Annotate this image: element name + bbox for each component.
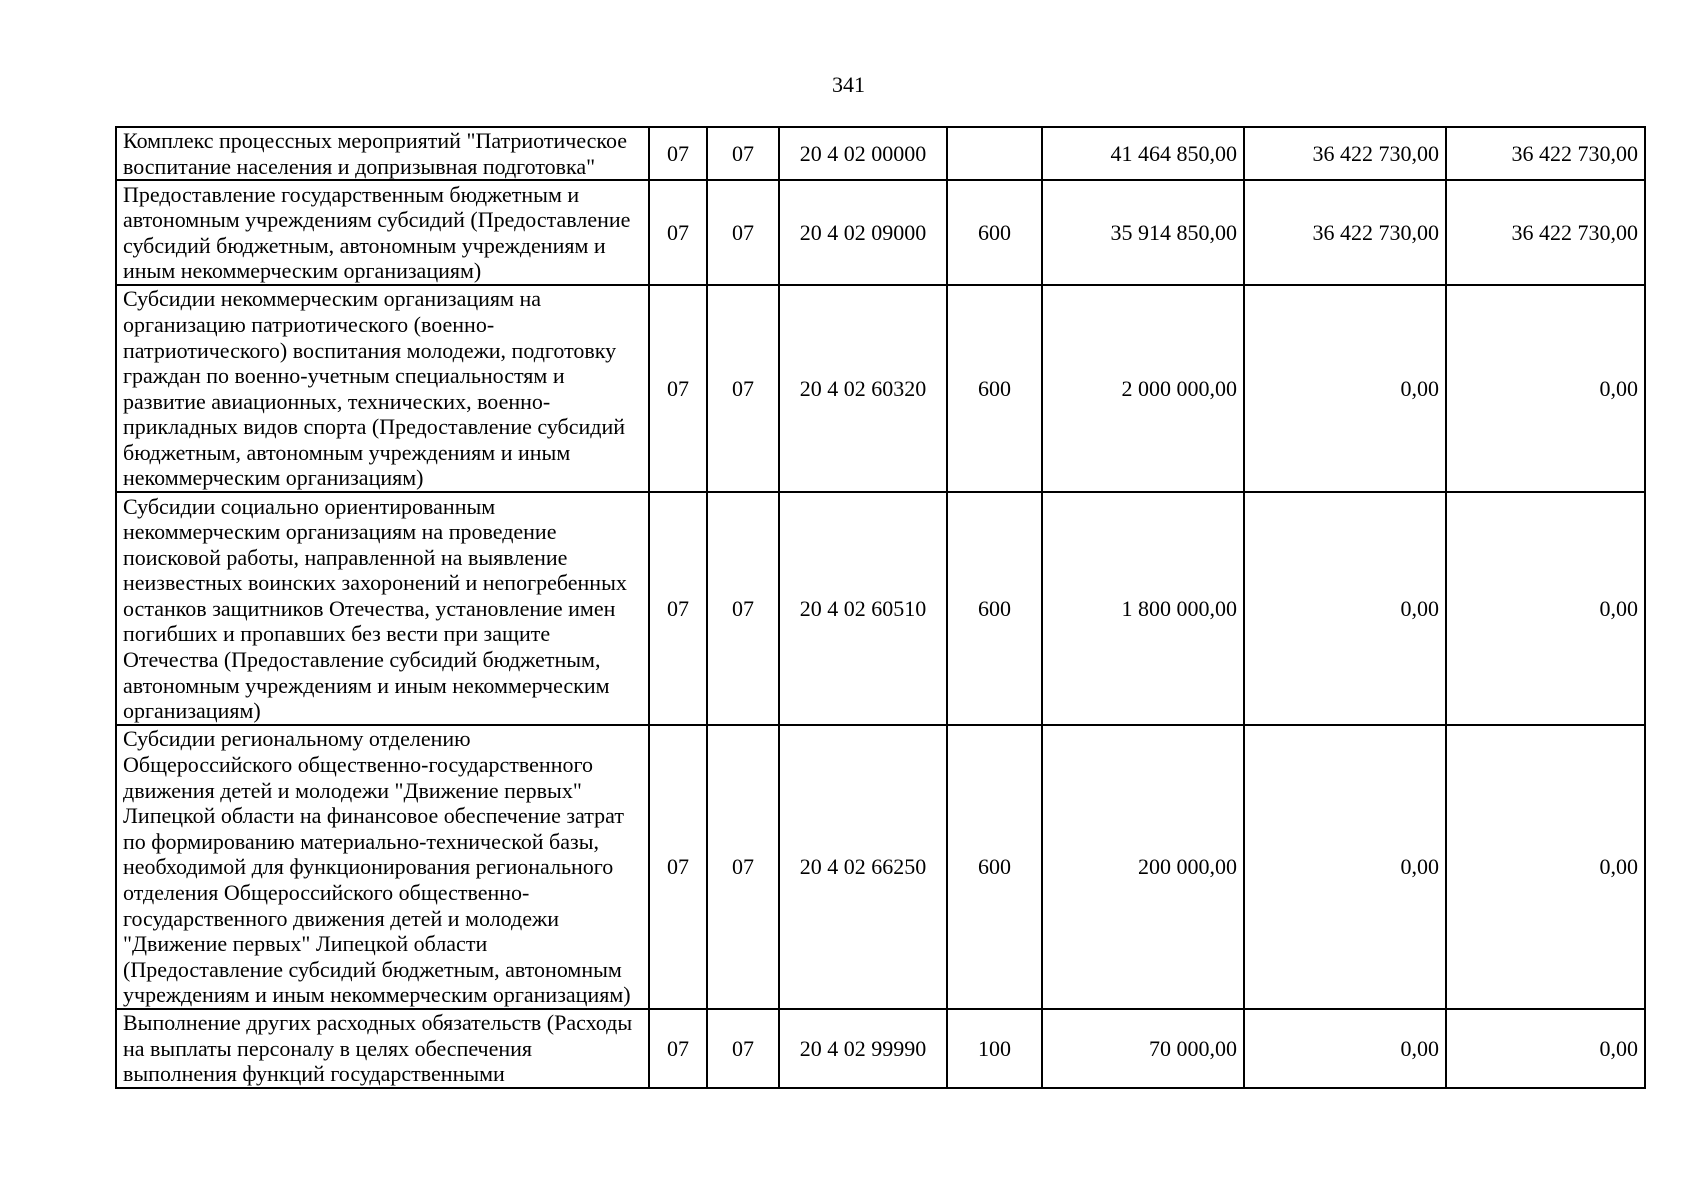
expense-type: 600: [947, 180, 1042, 285]
amount-year1: 70 000,00: [1042, 1009, 1244, 1088]
expense-type: 600: [947, 285, 1042, 492]
amount-year3: 36 422 730,00: [1446, 127, 1645, 180]
subsection-code: 07: [707, 492, 779, 725]
subsection-code: 07: [707, 285, 779, 492]
row-name: Субсидии социально ориентированным некоммерческим организациям на проведение поисковой работы, направленной на выявление неизвестных воинских захоронений и непогребенных останков защитников Отечества, установление имен погибших и пропавших без вести при защите Отечества (Предоставление субсидий бюджетным, автономным учреждениям и иным некоммерческим организациям): [116, 492, 649, 725]
table-row: [116, 180, 1645, 285]
amount-year2: 0,00: [1244, 492, 1446, 725]
subsection-code: 07: [707, 127, 779, 180]
table-row: [116, 285, 1645, 492]
amount-year3: 0,00: [1446, 725, 1645, 1009]
amount-year2: 0,00: [1244, 1009, 1446, 1088]
expense-type: 100: [947, 1009, 1042, 1088]
target-article: 20 4 02 60320: [779, 285, 947, 492]
table-row: [116, 1009, 1645, 1088]
amount-year3: 0,00: [1446, 492, 1645, 725]
row-name: Субсидии некоммерческим организациям на организацию патриотического (военно-патриотического) воспитания молодежи, подготовку граждан по военно-учетным специальностям и развитие авиационных, технических, военно-прикладных видов спорта (Предоставление субсидий бюджетным, автономным учреждениям и иным некоммерческим организациям): [116, 285, 649, 492]
amount-year1: 200 000,00: [1042, 725, 1244, 1009]
amount-year2: 36 422 730,00: [1244, 180, 1446, 285]
section-code: 07: [649, 127, 707, 180]
expense-type: [947, 127, 1042, 180]
amount-year1: 2 000 000,00: [1042, 285, 1244, 492]
budget-table: [115, 126, 1646, 1089]
target-article: 20 4 02 09000: [779, 180, 947, 285]
target-article: 20 4 02 66250: [779, 725, 947, 1009]
amount-year3: 0,00: [1446, 285, 1645, 492]
amount-year1: 41 464 850,00: [1042, 127, 1244, 180]
section-code: 07: [649, 285, 707, 492]
page-number: 341: [832, 72, 865, 97]
row-name: Предоставление государственным бюджетным и автономным учреждениям субсидий (Предоставление субсидий бюджетным, автономным учреждениям и иным некоммерческим организациям): [116, 180, 649, 285]
subsection-code: 07: [707, 725, 779, 1009]
amount-year2: 0,00: [1244, 285, 1446, 492]
amount-year2: 36 422 730,00: [1244, 127, 1446, 180]
table-row: [116, 492, 1645, 725]
target-article: 20 4 02 00000: [779, 127, 947, 180]
expense-type: 600: [947, 725, 1042, 1009]
row-name: Комплекс процессных мероприятий "Патриотическое воспитание населения и допризывная подготовка": [116, 127, 649, 180]
section-code: 07: [649, 1009, 707, 1088]
amount-year3: 36 422 730,00: [1446, 180, 1645, 285]
target-article: 20 4 02 99990: [779, 1009, 947, 1088]
section-code: 07: [649, 180, 707, 285]
amount-year1: 35 914 850,00: [1042, 180, 1244, 285]
amount-year2: 0,00: [1244, 725, 1446, 1009]
amount-year1: 1 800 000,00: [1042, 492, 1244, 725]
section-code: 07: [649, 492, 707, 725]
amount-year3: 0,00: [1446, 1009, 1645, 1088]
row-name: Субсидии региональному отделению Общероссийского общественно-государственного движения детей и молодежи "Движение первых" Липецкой области на финансовое обеспечение затрат по формированию материально-технической базы, необходимой для функционирования регионального отделения Общероссийского общественно-государственного движения детей и молодежи "Движение первых" Липецкой области (Предоставление субсидий бюджетным, автономным учреждениям и иным некоммерческим организациям): [116, 725, 649, 1009]
section-code: 07: [649, 725, 707, 1009]
table-row: [116, 725, 1645, 1009]
table-row: [116, 127, 1645, 180]
subsection-code: 07: [707, 180, 779, 285]
row-name: Выполнение других расходных обязательств (Расходы на выплаты персоналу в целях обеспечения выполнения функций государственными: [116, 1009, 649, 1088]
expense-type: 600: [947, 492, 1042, 725]
subsection-code: 07: [707, 1009, 779, 1088]
target-article: 20 4 02 60510: [779, 492, 947, 725]
